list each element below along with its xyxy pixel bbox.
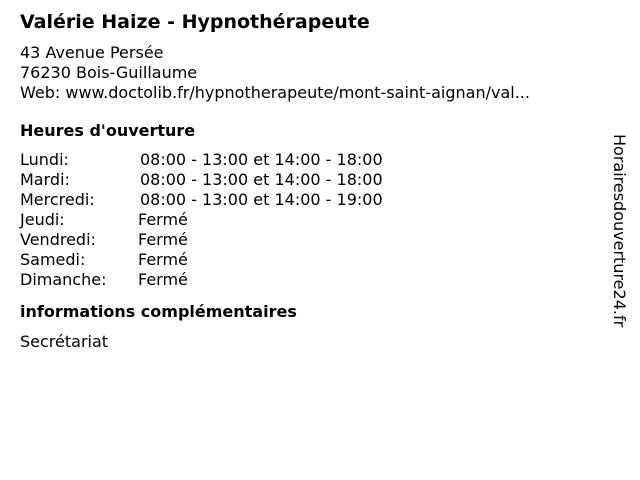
hours-row-wednesday	[20, 190, 600, 210]
day-label: Samedi:	[20, 250, 86, 269]
day-label: Jeudi:	[20, 210, 65, 229]
website-link[interactable]: Web: www.doctolib.fr/hypnotherapeute/mont-saint-aignan/val...	[20, 83, 530, 102]
watermark-text: Horairesdouverture24.fr	[610, 134, 629, 328]
site-watermark	[609, 134, 629, 344]
day-hours: Fermé	[138, 270, 188, 289]
day-label: Vendredi:	[20, 230, 96, 249]
hours-row-thursday	[20, 210, 600, 230]
address-block	[20, 43, 600, 103]
day-hours: Fermé	[138, 210, 188, 229]
day-hours: 08:00 - 13:00 et 14:00 - 19:00	[140, 190, 383, 209]
day-label: Lundi:	[20, 150, 69, 169]
day-hours: Fermé	[138, 230, 188, 249]
hours-row-friday	[20, 230, 600, 250]
business-name: Valérie Haize - Hypnothérapeute	[20, 11, 370, 33]
day-hours: 08:00 - 13:00 et 14:00 - 18:00	[140, 170, 383, 189]
extra-info-heading: informations complémentaires	[20, 302, 297, 321]
extra-info-text: Secrétariat	[20, 332, 109, 351]
day-label: Mercredi:	[20, 190, 95, 209]
hours-row-tuesday	[20, 170, 600, 190]
address-street: 43 Avenue Persée	[20, 43, 164, 62]
day-hours: 08:00 - 13:00 et 14:00 - 18:00	[140, 150, 383, 169]
address-city: 76230 Bois-Guillaume	[20, 63, 198, 82]
hours-heading: Heures d'ouverture	[20, 121, 196, 140]
day-label: Dimanche:	[20, 270, 107, 289]
hours-row-monday	[20, 150, 600, 170]
hours-row-sunday	[20, 270, 600, 290]
hours-row-saturday	[20, 250, 600, 270]
day-hours: Fermé	[138, 250, 188, 269]
hours-table	[20, 150, 600, 290]
day-label: Mardi:	[20, 170, 70, 189]
business-card	[20, 10, 600, 352]
